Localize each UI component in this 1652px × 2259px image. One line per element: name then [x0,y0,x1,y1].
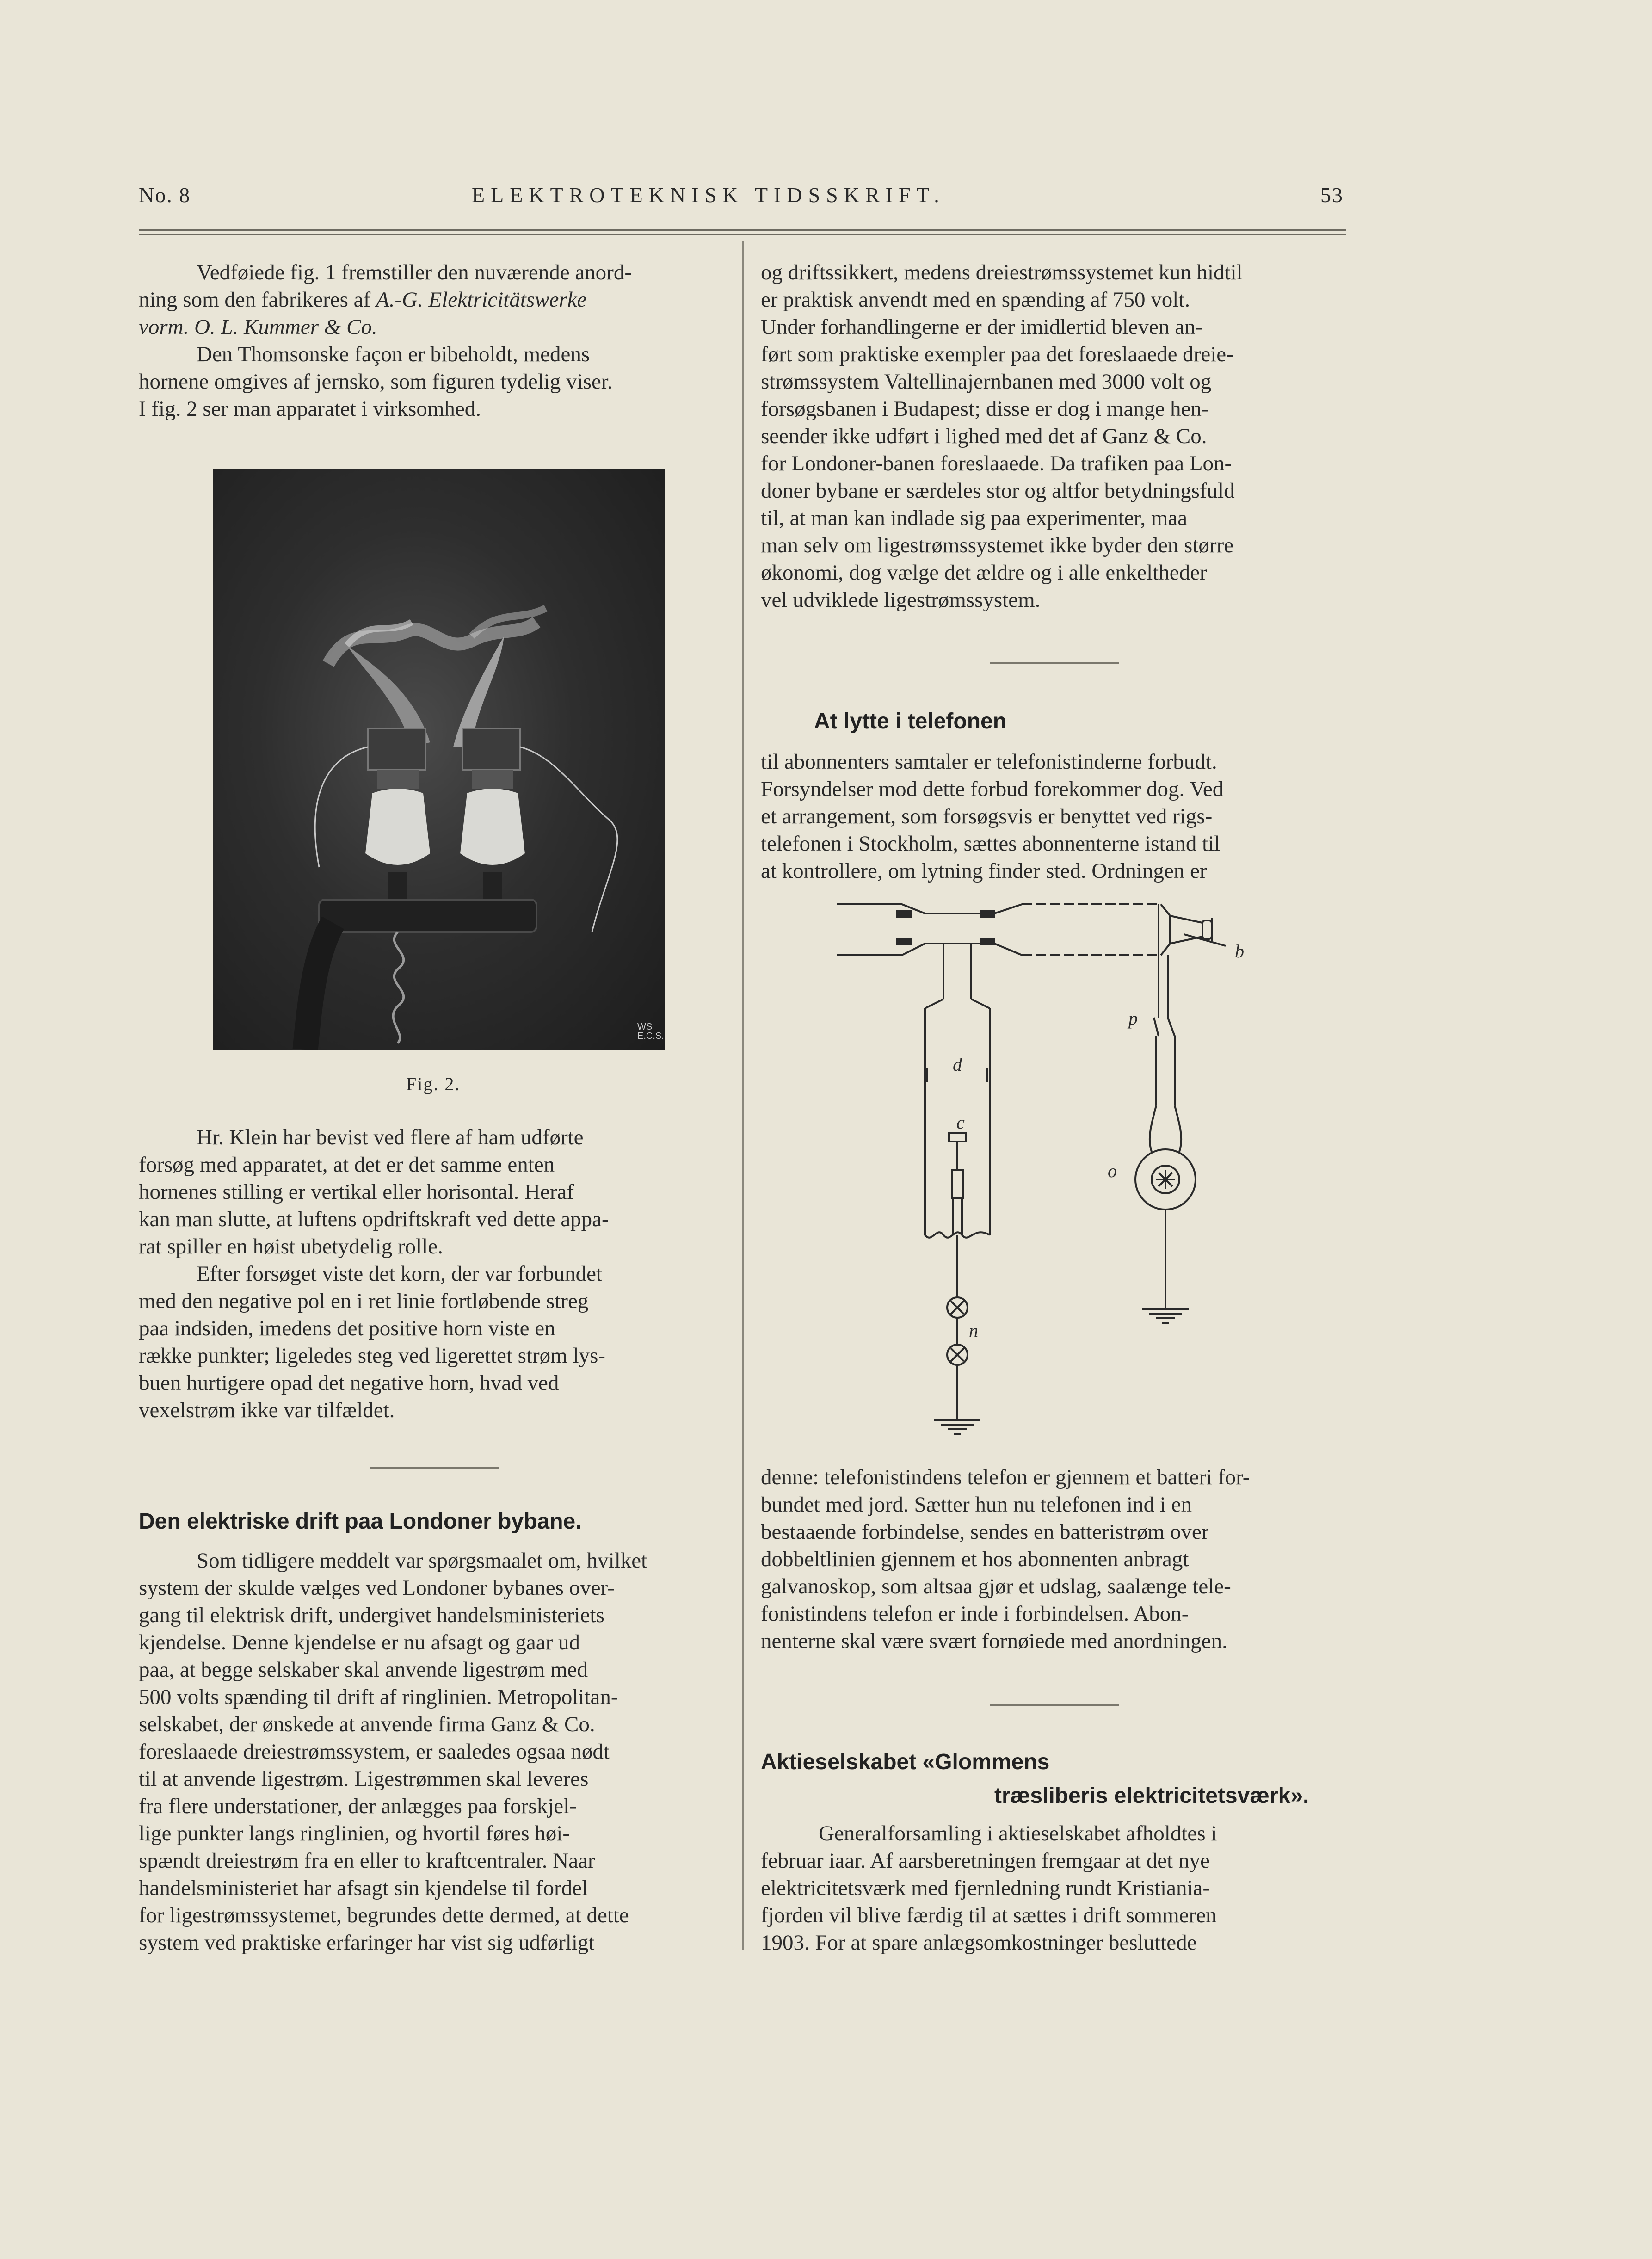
header-rule [139,229,1346,231]
text-line: fjorden vil blive færdig til at sættes i drift sommeren [761,1903,1217,1927]
label-n: n [969,1320,978,1341]
engraver-mark: WS E.C.S. [637,1022,664,1041]
section-heading-glommen-2: træsliberis elektricitetsværk». [994,1784,1309,1808]
section-separator [990,1704,1119,1706]
telefon-after-diagram [761,1464,1348,1655]
text-line: paa indsiden, imedens det positive horn viste en [139,1316,555,1340]
text-line: Under forhandlingerne er der imidlertid bleven an- [761,315,1203,339]
intro-line: ning som den fabrikeres af A.-G. Elektricitätswerke [139,288,587,312]
section-separator [990,662,1119,664]
text-line: doner bybane er særdeles stor og altfor betydningsfuld [761,479,1235,503]
text-line: til, at man kan indlade sig paa experimenter, maa [761,506,1188,530]
label-d: d [953,1054,962,1075]
text-line: for Londoner-banen foreslaaede. Da trafiken paa Lon- [761,451,1232,475]
intro-line: I fig. 2 ser man apparatet i virksomhed. [139,397,481,421]
text-line: buen hurtigere opad det negative horn, hvad ved [139,1371,559,1395]
text-line: system der skulde vælges ved Londoner bybanes over- [139,1576,615,1600]
text-line: Efter forsøget viste det korn, der var forbundet [197,1262,603,1286]
text-line: system ved praktiske erfaringer har vist sig udførligt [139,1931,595,1955]
text-line: lige punkter langs ringlinien, og hvortil føres høi- [139,1821,570,1845]
text-line: Hr. Klein har bevist ved flere af ham udførte [197,1125,584,1149]
text-line: februar iaar. Af aarsberetningen fremgaar at det nye [761,1849,1210,1873]
arc-apparatus-image [213,469,665,1050]
text-line: til at anvende ligestrøm. Ligestrømmen skal leveres [139,1767,589,1791]
text-line: paa, at begge selskaber skal anvende ligestrøm med [139,1658,588,1682]
text-line: rat spiller en høist ubetydelig rolle. [139,1234,443,1259]
text-line: vexelstrøm ikke var tilfældet. [139,1398,395,1422]
section-heading-london: Den elektriske drift paa Londoner bybane. [139,1509,582,1534]
label-p: p [1128,1008,1138,1029]
text-line: bestaaende forbindelse, sendes en batteristrøm over [761,1520,1209,1544]
figure-caption: Fig. 2. [406,1074,461,1094]
text-line: Forsyndelser mod dette forbud forekommer dog. Ved [761,777,1224,801]
intro-line: hornene omgives af jernsko, som figuren tydelig viser. [139,370,613,394]
label-b: b [1235,941,1244,962]
text-line: denne: telefonistindens telefon er gjennem et batteri for- [761,1465,1250,1489]
text-line: et arrangement, som forsøgsvis er benyttet ved rigs- [761,804,1213,828]
text-line: kan man slutte, at luftens opdriftskraft ved dette appa- [139,1207,609,1231]
text-line: telefonen i Stockholm, sættes abonnenterne istand til [761,832,1221,856]
telephone-circuit-diagram [828,893,1290,1448]
section-heading-glommen-1: Aktieselskabet «Glommens [761,1750,1050,1774]
text-line: gang til elektrisk drift, undergivet handelsministeriets [139,1603,604,1627]
london-section [139,1547,726,1957]
page-number: 53 [1320,183,1344,207]
text-line: kjendelse. Denne kjendelse er nu afsagt og gaar ud [139,1630,580,1654]
text-line: fra flere understationer, der anlægges paa forskjel- [139,1794,577,1818]
text-line: række punkter; ligeledes steg ved ligerettet strøm lys- [139,1344,605,1368]
figure-photo [213,469,665,1050]
column-divider [742,241,744,1950]
text-line: bundet med jord. Sætter hun nu telefonen ind i en [761,1493,1192,1517]
text-line: nenterne skal være svært fornøiede med anordningen. [761,1629,1227,1653]
text-line: fonistindens telefon er inde i forbindelsen. Abon- [761,1602,1189,1626]
text-line: foreslaaede dreiestrømssystem, er saaledes ogsaa nødt [139,1740,610,1764]
label-c: c [956,1112,965,1133]
text-line: vel udviklede ligestrømssystem. [761,588,1041,612]
intro-line: Vedføiede fig. 1 fremstiller den nuværende anord- [197,260,632,284]
text-line: er praktisk anvendt med en spænding af 750 volt. [761,288,1190,312]
journal-title: ELEKTROTEKNISK TIDSSKRIFT. [472,183,945,207]
text-line: forsøg med apparatet, at det er det samme enten [139,1153,555,1177]
text-line: med den negative pol en i ret linie fortløbende streg [139,1289,589,1313]
text-line: strømssystem Valtellinajernbanen med 3000 volt og [761,370,1212,394]
issue-number: No. 8 [139,183,191,207]
text-line: til abonnenters samtaler er telefonistinderne forbudt. [761,750,1217,774]
section-separator [370,1467,499,1469]
intro-section [139,259,726,423]
text-line: for ligestrømssystemet, begrundes dette dermed, at dette [139,1903,629,1927]
intro-line: Den Thomsonske façon er bibeholdt, medens [197,342,590,366]
klein-section [139,1124,726,1424]
text-line: at kontrollere, om lytning finder sted. Ordningen er [761,859,1207,883]
glommen-section [761,1820,1348,1957]
text-line: handelsministeriet har afsagt sin kjendelse til fordel [139,1876,588,1900]
text-line: seender ikke udført i lighed med det af Ganz & Co. [761,424,1207,448]
text-line: elektricitetsværk med fjernledning rundt Kristiania- [761,1876,1210,1900]
text-line: ført som praktiske exempler paa det foreslaaede dreie- [761,342,1233,366]
text-line: økonomi, dog vælge det ældre og i alle enkeltheder [761,561,1207,585]
text-line: man selv om ligestrømssystemet ikke byder den større [761,533,1234,557]
text-line: dobbeltlinien gjennem et hos abonnenten anbragt [761,1547,1189,1571]
section-heading-telefon: At lytte i telefonen [814,709,1007,734]
text-line: 500 volts spænding til drift af ringlinien. Metropolitan- [139,1685,618,1709]
london-continued [761,259,1348,614]
text-line: hornenes stilling er vertikal eller horisontal. Heraf [139,1180,574,1204]
intro-line: vorm. O. L. Kummer & Co. [139,315,377,339]
text-line: galvanoskop, som altsaa gjør et udslag, saalænge tele- [761,1574,1231,1599]
label-o: o [1108,1160,1117,1181]
text-line: Som tidligere meddelt var spørgsmaalet om, hvilket [197,1549,647,1573]
text-line: 1903. For at spare anlægsomkostninger besluttede [761,1931,1197,1955]
telefon-section [761,748,1348,885]
text-line: forsøgsbanen i Budapest; disse er dog i mange hen- [761,397,1209,421]
text-line: selskabet, der ønskede at anvende firma Ganz & Co. [139,1712,595,1736]
text-line: Generalforsamling i aktieselskabet afholdtes i [819,1821,1217,1845]
header-rule-thin [139,234,1346,235]
text-line: og driftssikkert, medens dreiestrømssystemet kun hidtil [761,260,1243,284]
text-line: spændt dreiestrøm fra en eller to kraftcentraler. Naar [139,1849,595,1873]
